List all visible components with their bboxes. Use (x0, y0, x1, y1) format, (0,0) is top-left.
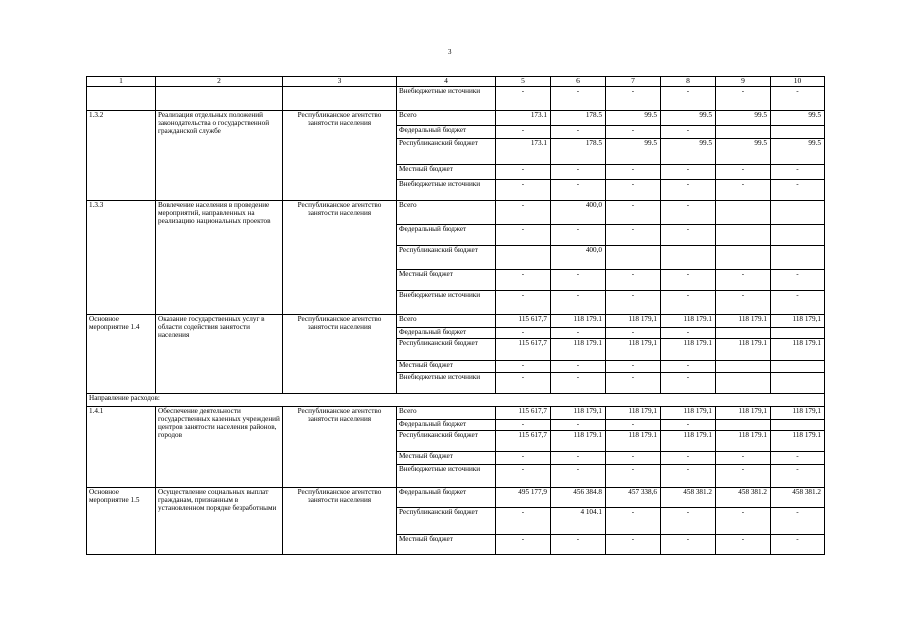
funding-source: Внебюджетные источники (397, 291, 496, 315)
value-cell: 118 179.1 (716, 431, 771, 452)
value-cell: 118 179,1 (771, 407, 825, 420)
header-row (87, 77, 825, 87)
value-cell: - (771, 508, 825, 535)
value-cell: - (716, 87, 771, 111)
measure-name: Оказание государственных услуг в области содействия занятости населения (156, 315, 283, 394)
funding-source: Всего (397, 111, 496, 126)
value-cell: - (551, 87, 606, 111)
table-row (87, 201, 825, 225)
measure-id: 1.4.1 (87, 407, 156, 488)
measure-id: 1.3.2 (87, 111, 156, 201)
funding-source: Республиканский бюджет (397, 431, 496, 452)
executor: Республиканское агентство занятости населения (283, 488, 397, 555)
executor: Республиканское агентство занятости населения (283, 111, 397, 201)
value-cell: - (716, 452, 771, 465)
value-cell: 118 179.1 (771, 339, 825, 361)
value-cell: - (661, 465, 716, 488)
value-cell: - (661, 87, 716, 111)
value-cell: - (551, 180, 606, 201)
value-cell (716, 225, 771, 246)
value-cell: - (606, 420, 661, 431)
value-cell: 173.1 (496, 139, 551, 165)
value-cell: - (606, 535, 661, 555)
value-cell: 99.5 (716, 139, 771, 165)
value-cell: - (606, 270, 661, 291)
funding-source: Федеральный бюджет (397, 328, 496, 339)
column-header: 10 (771, 77, 825, 87)
value-cell: 99.5 (606, 139, 661, 165)
value-cell: 456 384.8 (551, 488, 606, 508)
value-cell: - (496, 270, 551, 291)
value-cell: - (661, 180, 716, 201)
value-cell: - (606, 452, 661, 465)
value-cell: 457 338,6 (606, 488, 661, 508)
value-cell: - (551, 328, 606, 339)
value-cell: - (661, 270, 716, 291)
value-cell: 118 179.1 (551, 431, 606, 452)
value-cell: - (496, 508, 551, 535)
funding-source: Республиканский бюджет (397, 339, 496, 361)
value-cell: - (606, 508, 661, 535)
value-cell: 118 179.1 (606, 431, 661, 452)
value-cell: - (551, 225, 606, 246)
value-cell: - (661, 452, 716, 465)
table-row (87, 315, 825, 328)
executor: Республиканское агентство занятости населения (283, 201, 397, 315)
value-cell: 115 617,7 (496, 431, 551, 452)
continuation-cell (156, 87, 283, 111)
value-cell: - (496, 126, 551, 139)
value-cell: - (606, 373, 661, 394)
value-cell: - (606, 126, 661, 139)
value-cell (771, 420, 825, 431)
funding-source: Всего (397, 201, 496, 225)
value-cell: - (551, 535, 606, 555)
value-cell: - (496, 535, 551, 555)
column-header: 9 (716, 77, 771, 87)
measure-id: Основное мероприятие 1.5 (87, 488, 156, 555)
funding-source: Республиканский бюджет (397, 508, 496, 535)
value-cell (716, 201, 771, 225)
value-cell: - (551, 373, 606, 394)
value-cell: - (496, 291, 551, 315)
measure-name: Обеспечение деятельности государственных казенных учреждений центров занятости населения районов, городов (156, 407, 283, 488)
value-cell: 458 381.2 (661, 488, 716, 508)
column-header: 6 (551, 77, 606, 87)
value-cell: - (771, 270, 825, 291)
value-cell: - (496, 201, 551, 225)
value-cell: 118 179,1 (771, 315, 825, 328)
funding-source: Местный бюджет (397, 270, 496, 291)
value-cell: - (606, 87, 661, 111)
funding-source: Всего (397, 407, 496, 420)
value-cell (606, 246, 661, 270)
value-cell: 118 179,1 (606, 339, 661, 361)
value-cell: - (716, 465, 771, 488)
page-number: 3 (448, 48, 452, 56)
value-cell: - (496, 165, 551, 180)
funding-source: Местный бюджет (397, 535, 496, 555)
funding-source: Внебюджетные источники (397, 373, 496, 394)
column-header: 5 (496, 77, 551, 87)
value-cell: 118 179.1 (771, 431, 825, 452)
value-cell: 99.5 (661, 111, 716, 126)
value-cell (771, 126, 825, 139)
value-cell: 4 104.1 (551, 508, 606, 535)
value-cell (771, 246, 825, 270)
value-cell (771, 201, 825, 225)
value-cell: - (771, 535, 825, 555)
funding-source: Федеральный бюджет (397, 488, 496, 508)
value-cell: - (661, 361, 716, 373)
value-cell: - (661, 291, 716, 315)
value-cell: - (496, 225, 551, 246)
value-cell: 118 179.1 (716, 339, 771, 361)
column-header: 1 (87, 77, 156, 87)
continuation-cell (283, 87, 397, 111)
value-cell: - (716, 508, 771, 535)
value-cell: - (661, 328, 716, 339)
continuation-cell (87, 87, 156, 111)
column-header: 4 (397, 77, 496, 87)
value-cell: 118 179,1 (551, 407, 606, 420)
value-cell (716, 246, 771, 270)
measure-name: Вовлечение населения в проведение мероприятий, направленных на реализацию национальных проектов (156, 201, 283, 315)
value-cell: 495 177,9 (496, 488, 551, 508)
column-header: 7 (606, 77, 661, 87)
value-cell: 118 179.1 (661, 339, 716, 361)
value-cell: - (496, 328, 551, 339)
value-cell (496, 246, 551, 270)
value-cell: - (496, 180, 551, 201)
value-cell: 99.5 (606, 111, 661, 126)
value-cell: - (661, 508, 716, 535)
value-cell: - (551, 126, 606, 139)
column-header: 3 (283, 77, 397, 87)
value-cell: - (661, 535, 716, 555)
value-cell: - (606, 180, 661, 201)
value-cell: - (661, 165, 716, 180)
value-cell (716, 420, 771, 431)
value-cell: 115 617,7 (496, 315, 551, 328)
value-cell: - (716, 180, 771, 201)
value-cell: - (496, 452, 551, 465)
executor: Республиканское агентство занятости населения (283, 315, 397, 394)
section-heading: Направление расходов: (87, 394, 825, 407)
value-cell: - (771, 465, 825, 488)
value-cell: - (496, 373, 551, 394)
value-cell: 458 381.2 (771, 488, 825, 508)
value-cell (771, 373, 825, 394)
value-cell (716, 126, 771, 139)
value-cell: - (496, 361, 551, 373)
value-cell: - (606, 291, 661, 315)
value-cell: - (716, 270, 771, 291)
value-cell: - (606, 465, 661, 488)
value-cell (716, 361, 771, 373)
value-cell: 400,0 (551, 201, 606, 225)
value-cell: - (606, 225, 661, 246)
funding-source: Федеральный бюджет (397, 225, 496, 246)
value-cell: - (716, 535, 771, 555)
value-cell (661, 246, 716, 270)
value-cell: - (551, 291, 606, 315)
value-cell: 118 179,1 (661, 407, 716, 420)
value-cell: - (771, 180, 825, 201)
value-cell: 178.5 (551, 139, 606, 165)
value-cell: 99.5 (716, 111, 771, 126)
value-cell: - (771, 165, 825, 180)
value-cell: 99.5 (771, 139, 825, 165)
measure-name: Реализация отдельных положений законодательства о государственной гражданской службе (156, 111, 283, 201)
value-cell: - (551, 465, 606, 488)
value-cell: - (496, 465, 551, 488)
value-cell: - (496, 420, 551, 431)
table-row (87, 111, 825, 126)
value-cell: - (661, 420, 716, 431)
value-cell: - (496, 87, 551, 111)
value-cell: 115 617,7 (496, 407, 551, 420)
value-cell: 118 179,1 (606, 315, 661, 328)
value-cell: 118 179.1 (551, 315, 606, 328)
value-cell: - (606, 165, 661, 180)
value-cell: 173.1 (496, 111, 551, 126)
funding-source: Внебюджетные источники (397, 87, 496, 111)
value-cell: 118 179.1 (551, 339, 606, 361)
value-cell (771, 225, 825, 246)
funding-source: Федеральный бюджет (397, 126, 496, 139)
value-cell: - (661, 201, 716, 225)
value-cell: 118 179,1 (606, 407, 661, 420)
value-cell: 400,0 (551, 246, 606, 270)
value-cell (716, 328, 771, 339)
table-row (87, 394, 825, 407)
value-cell: - (551, 270, 606, 291)
value-cell: - (551, 165, 606, 180)
funding-source: Федеральный бюджет (397, 420, 496, 431)
funding-source: Местный бюджет (397, 452, 496, 465)
funding-source: Местный бюджет (397, 361, 496, 373)
measure-id: 1.3.3 (87, 201, 156, 315)
funding-source: Республиканский бюджет (397, 139, 496, 165)
value-cell: - (716, 291, 771, 315)
value-cell: 118 179.1 (661, 431, 716, 452)
value-cell: 458 381.2 (716, 488, 771, 508)
column-header: 2 (156, 77, 283, 87)
table-row (87, 87, 825, 111)
measure-id: Основное мероприятие 1.4 (87, 315, 156, 394)
value-cell: 118 179.1 (716, 315, 771, 328)
value-cell (716, 373, 771, 394)
value-cell: 118 179,1 (716, 407, 771, 420)
funding-source: Местный бюджет (397, 165, 496, 180)
value-cell: - (771, 291, 825, 315)
value-cell: - (771, 87, 825, 111)
value-cell: 118 179.1 (661, 315, 716, 328)
table-row (87, 407, 825, 420)
value-cell: - (661, 126, 716, 139)
value-cell (771, 328, 825, 339)
value-cell: 115 617,7 (496, 339, 551, 361)
funding-source: Республиканский бюджет (397, 246, 496, 270)
value-cell: 178.5 (551, 111, 606, 126)
value-cell: 99.5 (771, 111, 825, 126)
executor: Республиканское агентство занятости населения (283, 407, 397, 488)
value-cell: - (606, 361, 661, 373)
value-cell: - (771, 452, 825, 465)
value-cell: - (606, 201, 661, 225)
value-cell: - (551, 420, 606, 431)
budget-table (86, 76, 825, 555)
value-cell: - (551, 361, 606, 373)
table-row (87, 488, 825, 508)
value-cell: - (606, 328, 661, 339)
funding-source: Внебюджетные источники (397, 465, 496, 488)
measure-name: Осуществление социальных выплат гражданам, признанным в установленном порядке безработными (156, 488, 283, 555)
value-cell: - (661, 373, 716, 394)
value-cell: - (716, 165, 771, 180)
funding-source: Внебюджетные источники (397, 180, 496, 201)
value-cell: - (661, 225, 716, 246)
value-cell: 99.5 (661, 139, 716, 165)
column-header: 8 (661, 77, 716, 87)
funding-source: Всего (397, 315, 496, 328)
value-cell: - (551, 452, 606, 465)
value-cell (771, 361, 825, 373)
